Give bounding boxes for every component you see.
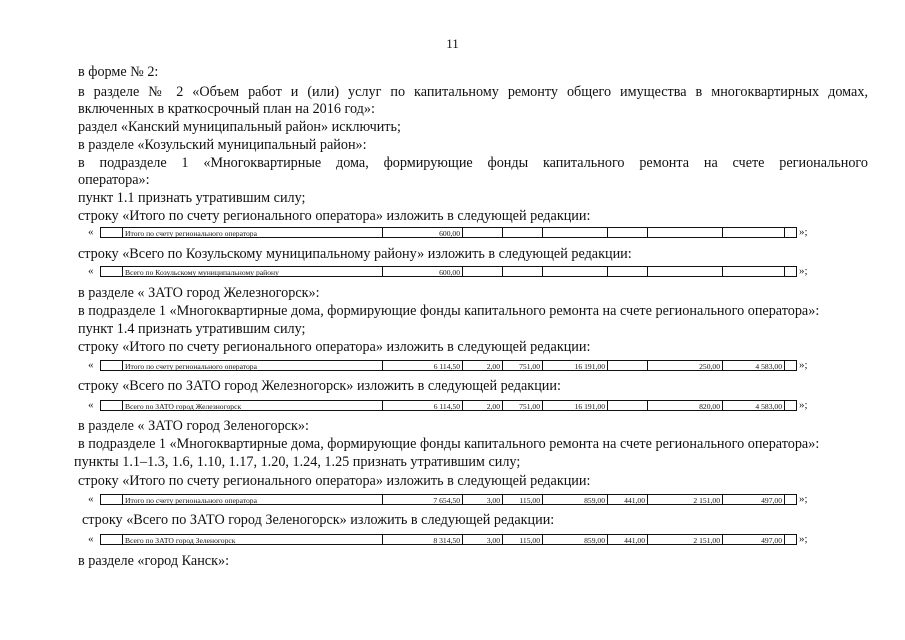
cell: 6 114,50 [383,360,463,371]
cell [785,400,797,411]
cell: 2,00 [463,400,503,411]
table-row [88,534,818,547]
cell: 8 314,50 [383,534,463,545]
close-quote: »; [799,399,808,411]
cell [785,360,797,371]
open-quote: « [88,226,94,238]
cell: 250,00 [648,360,723,371]
cell: 600,00 [383,266,463,277]
row-label: Итого по счету регионального оператора [123,494,383,505]
text-line: строку «Всего по Козульскому муниципальному району» изложить в следующей редакции: [78,246,632,262]
text-line: в разделе «Козульский муниципальный район»: [78,137,367,153]
cell: 2 151,00 [648,534,723,545]
text-line: в форме № 2: [78,64,159,80]
text-line: в подразделе 1 «Многоквартирные дома, формирующие фонды капитального ремонта на счете регионального оператора»: [78,303,820,319]
text-line: строку «Итого по счету регионального оператора» изложить в следующей редакции: [78,208,591,224]
cell: 751,00 [503,400,543,411]
page-number: 11 [446,36,459,51]
open-quote: « [88,533,94,545]
cell: 497,00 [723,494,785,505]
cell: 7 654,50 [383,494,463,505]
open-quote: « [88,493,94,505]
open-quote: « [88,265,94,277]
close-quote: »; [799,265,808,277]
cell: 16 191,00 [543,360,608,371]
cell [648,266,723,277]
cell: 859,00 [543,534,608,545]
text-line: в подразделе 1 «Многоквартирные дома, формирующие фонды капитального ремонта на счете регионального оператора»: [78,436,820,452]
text-line: строку «Всего по ЗАТО город Зеленогорск» изложить в следующей редакции: [82,512,555,528]
close-quote: »; [799,493,808,505]
table-row [88,360,818,373]
row-label: Итого по счету регионального оператора [123,360,383,371]
cell [785,266,797,277]
row-label: Всего по ЗАТО город Зеленогорск [123,534,383,545]
text-line: пункт 1.1 признать утратившим силу; [78,190,306,206]
table-row [88,400,818,413]
cell: 16 191,00 [543,400,608,411]
cell [785,227,797,238]
text-line: пункт 1.4 признать утратившим силу; [78,321,306,337]
text-line: пункты 1.1–1.3, 1.6, 1.10, 1.17, 1.20, 1.24, 1.25 признать утратившим силу; [74,454,521,470]
text-line: в разделе № 2 «Объем работ и (или) услуг по капитальному ремонту общего имущества в многоквартирных домах, [78,84,868,100]
row-label: Итого по счету регионального оператора [123,227,383,238]
cell [723,227,785,238]
cell [608,360,648,371]
cell [543,227,608,238]
table-row [88,266,818,279]
cell: 820,00 [648,400,723,411]
cell: 2 151,00 [648,494,723,505]
cell: 600,00 [383,227,463,238]
cell [503,266,543,277]
cell: 6 114,50 [383,400,463,411]
close-quote: »; [799,226,808,238]
text-line: в разделе « ЗАТО город Железногорск»: [78,285,320,301]
cell: 2,00 [463,360,503,371]
open-quote: « [88,359,94,371]
cell [648,227,723,238]
cell [503,227,543,238]
cell [608,266,648,277]
close-quote: »; [799,533,808,545]
text-line: строку «Итого по счету регионального оператора» изложить в следующей редакции: [78,473,591,489]
cell: 441,00 [608,494,648,505]
cell [785,494,797,505]
cell: 4 583,00 [723,400,785,411]
open-quote: « [88,399,94,411]
cell [543,266,608,277]
cell: 859,00 [543,494,608,505]
cell: 441,00 [608,534,648,545]
close-quote: »; [799,359,808,371]
cell: 115,00 [503,534,543,545]
row-label: Всего по Козульскому муниципальному району [123,266,383,277]
text-line: оператора»: [78,172,150,188]
cell: 4 583,00 [723,360,785,371]
cell [463,266,503,277]
text-line: раздел «Канский муниципальный район» исключить; [78,119,401,135]
cell: 3,00 [463,534,503,545]
row-label: Всего по ЗАТО город Железногорск [123,400,383,411]
text-line: строку «Всего по ЗАТО город Железногорск» изложить в следующей редакции: [78,378,561,394]
cell [723,266,785,277]
cell: 497,00 [723,534,785,545]
text-line: включенных в краткосрочный план на 2016 год»: [78,101,375,117]
text-line: в разделе « ЗАТО город Зеленогорск»: [78,418,309,434]
cell [608,227,648,238]
text-line: строку «Итого по счету регионального оператора» изложить в следующей редакции: [78,339,591,355]
text-line: в разделе «город Канск»: [78,553,230,569]
cell: 3,00 [463,494,503,505]
cell: 751,00 [503,360,543,371]
cell [463,227,503,238]
cell [785,534,797,545]
cell [608,400,648,411]
cell: 115,00 [503,494,543,505]
table-row [88,227,818,240]
text-line: в подразделе 1 «Многоквартирные дома, формирующие фонды капитального ремонта на счете регионального [78,155,868,171]
table-row [88,494,818,507]
